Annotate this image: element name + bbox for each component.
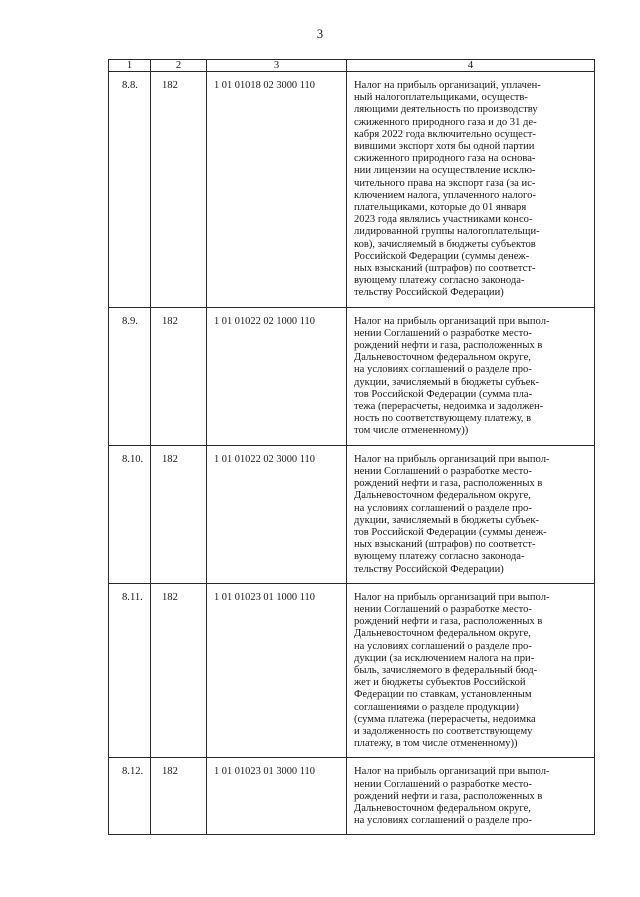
row-admin-code: 182 bbox=[151, 583, 207, 758]
description-line: кабря 2022 года включительно осущест- bbox=[354, 128, 536, 140]
row-description bbox=[347, 72, 595, 308]
description-line: тельству Российской Федерации) bbox=[354, 287, 504, 299]
column-header-admin-code: 2 bbox=[151, 60, 207, 72]
description-line: Налог на прибыль организаций при выпол- bbox=[354, 591, 550, 603]
row-number: 8.10. bbox=[109, 445, 151, 583]
description-line: дукции, зачисляемый в бюджеты субъек- bbox=[354, 514, 540, 526]
description-line: Дальневосточном федеральном округе, bbox=[354, 802, 531, 814]
description-line: рождений нефти и газа, расположенных в bbox=[354, 616, 543, 628]
row-description bbox=[347, 307, 595, 445]
row-classification-code: 1 01 01022 02 3000 110 bbox=[207, 445, 347, 583]
page-number: 3 bbox=[316, 27, 324, 41]
description-line: Дальневосточном федеральном округе, bbox=[354, 628, 531, 640]
description-line: тежа (перерасчеты, недоимка и задолжен- bbox=[354, 401, 544, 413]
description-line: сжиженного природного газа на основа- bbox=[354, 153, 536, 165]
column-header-number: 1 bbox=[109, 60, 151, 72]
description-line: ключением налога, уплаченного налого- bbox=[354, 189, 536, 201]
description-line: быль, зачисляемого в федеральный бюд- bbox=[354, 664, 538, 676]
description-line: (сумма платежа (перерасчеты, недоимка bbox=[354, 713, 536, 725]
description-line: 2023 года являлись участниками консо- bbox=[354, 214, 533, 226]
description-line: и задолженность по соответствующему bbox=[354, 725, 533, 737]
table-header-row bbox=[109, 60, 595, 72]
row-classification-code: 1 01 01023 01 1000 110 bbox=[207, 583, 347, 758]
description-line: на условиях соглашений о разделе про- bbox=[354, 502, 532, 514]
description-line: ность по соответствующему платежу, в bbox=[354, 413, 532, 425]
table-row bbox=[109, 307, 595, 445]
row-number: 8.9. bbox=[109, 307, 151, 445]
description-line: ных взысканий (штрафов) по соответст- bbox=[354, 263, 536, 275]
description-line: Налог на прибыль организаций при выпол- bbox=[354, 766, 550, 778]
row-admin-code: 182 bbox=[151, 72, 207, 308]
table-row bbox=[109, 583, 595, 758]
budget-codes-table bbox=[108, 59, 595, 835]
description-line: дукции, зачисляемый в бюджеты субъек- bbox=[354, 376, 540, 388]
table-body bbox=[109, 72, 595, 835]
description-line: Налог на прибыль организаций при выпол- bbox=[354, 315, 550, 327]
row-admin-code: 182 bbox=[151, 758, 207, 835]
table-row bbox=[109, 72, 595, 308]
description-line: тельству Российской Федерации) bbox=[354, 563, 504, 575]
description-line: платежу, в том числе отмененному)) bbox=[354, 738, 518, 750]
description-line: соглашениями о разделе продукции) bbox=[354, 701, 519, 713]
description-line: Дальневосточном федеральном округе, bbox=[354, 490, 531, 502]
row-number: 8.12. bbox=[109, 758, 151, 835]
column-header-classification-code: 3 bbox=[207, 60, 347, 72]
column-header-description: 4 bbox=[347, 60, 595, 72]
description-line: вующему платежу согласно законода- bbox=[354, 551, 525, 563]
description-line: рождений нефти и газа, расположенных в bbox=[354, 478, 543, 490]
description-line: вившими экспорт хотя бы одной партии bbox=[354, 141, 535, 153]
row-admin-code: 182 bbox=[151, 445, 207, 583]
row-number: 8.8. bbox=[109, 72, 151, 308]
description-line: тов Российской Федерации (суммы денеж- bbox=[354, 526, 547, 538]
description-line: ков), зачисляемый в бюджеты субъектов bbox=[354, 238, 536, 250]
description-line: плательщиками, которые до 01 января bbox=[354, 202, 527, 214]
description-line: Налог на прибыль организаций при выпол- bbox=[354, 453, 550, 465]
row-classification-code: 1 01 01018 02 3000 110 bbox=[207, 72, 347, 308]
description-line: нении Соглашений о разработке место- bbox=[354, 603, 532, 615]
description-line: чительного права на экспорт газа (за ис- bbox=[354, 177, 536, 189]
description-line: на условиях соглашений о разделе про- bbox=[354, 815, 532, 827]
row-number: 8.11. bbox=[109, 583, 151, 758]
description-line: лидированной группы налогоплательщи- bbox=[354, 226, 540, 238]
description-line: Налог на прибыль организаций, уплачен- bbox=[354, 80, 541, 91]
row-description bbox=[347, 758, 595, 835]
table-row bbox=[109, 445, 595, 583]
description-line: том числе отмененному)) bbox=[354, 425, 469, 437]
description-line: сжиженного природного газа и до 31 де- bbox=[354, 116, 537, 128]
description-line: рождений нефти и газа, расположенных в bbox=[354, 340, 543, 352]
row-description bbox=[347, 445, 595, 583]
description-line: тов Российской Федерации (сумма пла- bbox=[354, 388, 533, 400]
description-line: на условиях соглашений о разделе про- bbox=[354, 364, 532, 376]
description-line: дукции (за исключением налога на при- bbox=[354, 652, 535, 664]
row-classification-code: 1 01 01022 02 1000 110 bbox=[207, 307, 347, 445]
row-classification-code: 1 01 01023 01 3000 110 bbox=[207, 758, 347, 835]
description-line: нении Соглашений о разработке место- bbox=[354, 778, 532, 790]
description-line: рождений нефти и газа, расположенных в bbox=[354, 790, 543, 802]
description-line: нении Соглашений о разработке место- bbox=[354, 327, 532, 339]
description-line: ляющими деятельность по производству bbox=[354, 104, 538, 116]
description-line: на условиях соглашений о разделе про- bbox=[354, 640, 532, 652]
description-line: вующему платежу согласно законода- bbox=[354, 275, 525, 287]
description-line: ных взысканий (штрафов) по соответст- bbox=[354, 539, 536, 551]
description-line: нии лицензии на осуществление исклю- bbox=[354, 165, 536, 177]
description-line: жет и бюджеты субъектов Российской bbox=[354, 677, 526, 689]
description-line: ный налогоплательщиками, осуществ- bbox=[354, 92, 528, 104]
description-line: Федерации по ставкам, установленным bbox=[354, 689, 532, 701]
row-admin-code: 182 bbox=[151, 307, 207, 445]
description-line: нении Соглашений о разработке место- bbox=[354, 465, 532, 477]
description-line: Российской Федерации (суммы денеж- bbox=[354, 250, 530, 262]
table-row bbox=[109, 758, 595, 835]
description-line: Дальневосточном федеральном округе, bbox=[354, 352, 531, 364]
row-description bbox=[347, 583, 595, 758]
